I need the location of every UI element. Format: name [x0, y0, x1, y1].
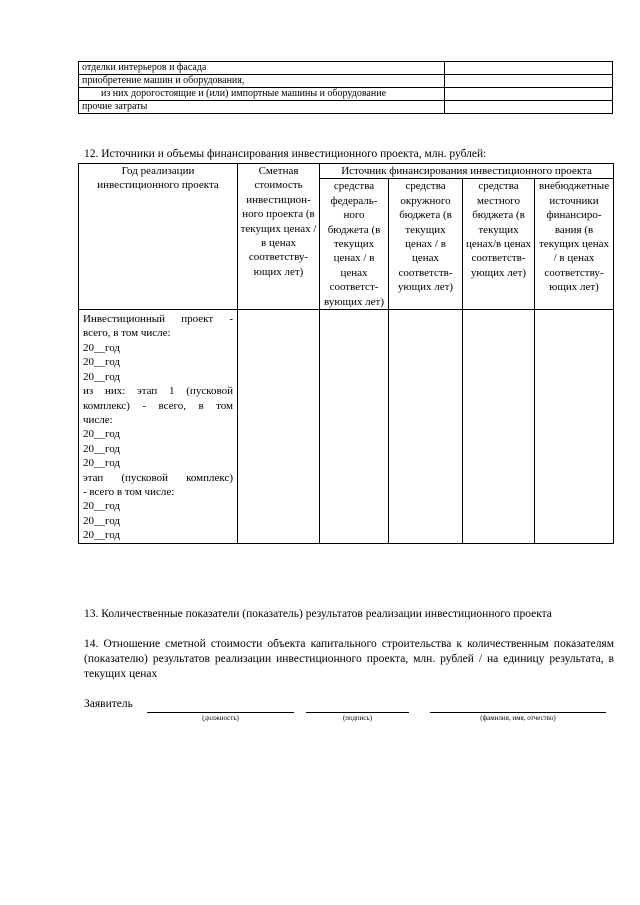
header-extrabudget: внебюджетные источники финансирования (в текущих ценах / в ценах соответствующих лет): [535, 179, 614, 310]
year-line: числе:: [83, 413, 113, 426]
cost-item: отделки интерьеров и фасада: [79, 62, 445, 75]
cost-item: прочие затраты: [79, 101, 445, 114]
section-12-title: 12. Источники и объемы финансирования инвестиционного проекта, млн. рублей:: [84, 148, 487, 160]
header-source-group: Источник финансирования инвестиционного проекта: [320, 164, 614, 179]
estimated-cost-cell: [238, 310, 320, 544]
year-line: - всего в том числе:: [83, 485, 175, 498]
table-row: [79, 101, 613, 114]
year-cell: [79, 310, 238, 544]
year-line: 20__год: [83, 457, 121, 470]
table-row: [79, 75, 613, 88]
table-row: [79, 62, 613, 75]
cost-value-cell: [445, 88, 613, 101]
signature-line: [306, 712, 409, 713]
year-line: всего, в том числе:: [83, 327, 171, 340]
year-line: этап (пусковой комплекс): [83, 471, 233, 484]
section-14-text: 14. Отношение сметной стоимости объекта капитального строительства к количественным показателям (показателю) результатов реализации инвестиционного проекта, млн. рублей / на единицу результата, в текущих ценах: [84, 638, 614, 680]
year-line: комплекс) - всего, в том: [83, 399, 233, 412]
header-year: Год реализации инвестиционного проекта: [79, 164, 238, 310]
year-line: 20__год: [83, 370, 121, 383]
header-estimated-cost: Сметная стоимость инвестиционного проекта (в текущих ценах / в ценах соответствующих лет): [238, 164, 320, 310]
year-line: из них: этап 1 (пусковой: [83, 385, 233, 398]
year-line: Инвестиционный проект -: [83, 313, 233, 326]
year-line: 20__год: [83, 356, 121, 369]
caption-position: (должность): [202, 714, 239, 722]
cost-value-cell: [445, 75, 613, 88]
cost-item: из них дорогостоящие и (или) импортные машины и оборудование: [79, 88, 445, 101]
section-13: [84, 607, 614, 621]
section-13-text: 13. Количественные показатели (показатель) результатов реализации инвестиционного проекта: [84, 608, 552, 620]
year-line: 20__год: [83, 341, 121, 354]
extrabudget-cell: [535, 310, 614, 544]
caption-name: (фамилия, имя, отчество): [480, 714, 556, 722]
caption-signature: (подпись): [342, 714, 373, 722]
year-line: 20__год: [83, 442, 121, 455]
local-cell: [463, 310, 535, 544]
cost-value-cell: [445, 62, 613, 75]
header-district: средства окружного бюджета (в текущих ценах / в ценах соответствующих лет): [389, 179, 463, 310]
table-row: [79, 88, 613, 101]
position-line: [147, 712, 294, 713]
district-cell: [389, 310, 463, 544]
cost-value-cell: [445, 101, 613, 114]
year-line: 20__год: [83, 529, 121, 542]
applicant-label: Заявитель: [84, 698, 133, 710]
header-row: [79, 164, 614, 179]
year-line: 20__год: [83, 500, 121, 513]
name-line: [430, 712, 606, 713]
section-14: [84, 637, 614, 682]
federal-cell: [320, 310, 389, 544]
header-local: средства местного бюджета (в текущих ценах/в ценах соответствующих лет): [463, 179, 535, 310]
cost-item: приобретение машин и оборудования,: [79, 75, 445, 88]
table-row: [79, 310, 614, 544]
year-line: 20__год: [83, 428, 121, 441]
financing-table: [78, 163, 614, 544]
costs-table: [78, 61, 613, 114]
header-federal: средства федерального бюджета (в текущих ценах / в ценах соответствующих лет): [320, 179, 389, 310]
year-line: 20__год: [83, 514, 121, 527]
